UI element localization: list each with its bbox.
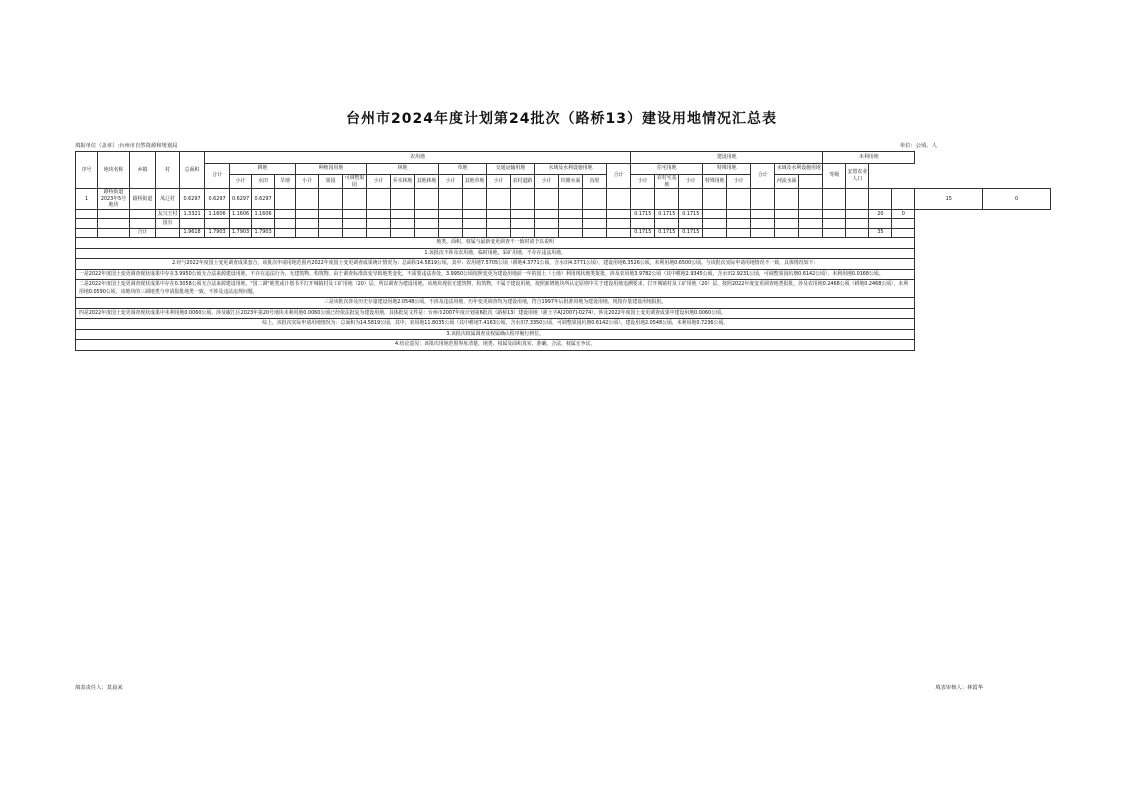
table-cell: 15 <box>915 189 983 210</box>
hdr-adj-orchard: 可调整果园 <box>343 175 367 189</box>
table-cell <box>319 228 343 237</box>
table-cell <box>535 209 559 218</box>
table-cell <box>751 209 775 218</box>
note-row-9 <box>76 340 1051 351</box>
table-cell <box>296 209 319 218</box>
table-cell: 0.1715 <box>655 228 679 237</box>
table-cell <box>76 209 98 218</box>
note-row-8 <box>76 329 1051 340</box>
hdr-other-forest: 其他林地 <box>415 175 439 189</box>
table-cell <box>296 189 319 210</box>
unit-label: 单位：公顷、人 <box>899 143 937 149</box>
table-cell <box>703 219 727 228</box>
table-cell: 1 <box>76 189 98 210</box>
table-cell <box>799 189 823 210</box>
table-cell <box>98 228 130 237</box>
note-9: 4.结论意见：该批次用地范围界址清楚、地类、权属及面积真实、准确、合法，权属无争议。 <box>76 340 915 351</box>
table-cell <box>205 219 230 228</box>
hdr-grade: 等级 <box>823 163 846 189</box>
hdr-forest: 林地 <box>367 163 439 175</box>
table-cell: 合计 <box>130 228 156 237</box>
hdr-ditch: 沟渠 <box>583 175 607 189</box>
note-2: 2.经与2022年度国土变更调查成果套合，该批次申请用地范围内2022年度国土变更调查成果统计情况为：总面积14.5819公顷，其中：农用地7.5705公顷（耕地4.3771公顷，含水田4.3771公顷），建设用地6.3526公顷，未利用地0.6500公顷。与该批次实际申请用地情况不一致，具体情况如下： <box>76 259 915 270</box>
table-body <box>76 189 1051 238</box>
table-cell: 20 <box>869 209 892 218</box>
table-cell <box>892 189 915 210</box>
table-cell: 0 <box>983 189 1051 210</box>
table-cell <box>252 219 275 228</box>
table-cell <box>343 219 367 228</box>
table-cell <box>296 228 319 237</box>
preparer: 填表责任人：莫晨来 <box>75 685 123 691</box>
table-cell <box>607 209 631 218</box>
header-row-1 <box>76 152 1051 164</box>
table-cell <box>391 219 415 228</box>
table-cell <box>156 228 180 237</box>
table-cell: 0.1715 <box>679 209 703 218</box>
table-cell: 凤辽村 <box>156 189 180 210</box>
table-cell: 0.6297 <box>205 189 230 210</box>
hdr-paddy: 水田 <box>252 175 275 189</box>
hdr-total: 总面积 <box>180 152 205 189</box>
table-cell <box>823 209 846 218</box>
table-cell <box>607 228 631 237</box>
table-cell <box>343 228 367 237</box>
table-cell <box>343 209 367 218</box>
hdr-unused: 未利用地 <box>823 152 915 164</box>
table-cell <box>679 189 703 210</box>
table-cell: 1.1606 <box>252 209 275 218</box>
table-cell <box>463 219 487 228</box>
table-row <box>76 209 1051 218</box>
table-cell <box>727 209 751 218</box>
table-row <box>76 219 1051 228</box>
table-cell <box>130 209 156 218</box>
table-cell <box>846 209 869 218</box>
table-cell <box>130 219 156 228</box>
table-cell <box>76 228 98 237</box>
table-cell <box>463 228 487 237</box>
table-cell <box>607 189 631 210</box>
table-cell <box>367 209 391 218</box>
table-cell <box>463 209 487 218</box>
table-cell: 友兴王村 <box>156 209 180 218</box>
table-cell <box>655 219 679 228</box>
table-cell <box>799 209 823 218</box>
table-row <box>76 189 1051 210</box>
hdr-other-grass: 其他草地 <box>463 175 487 189</box>
hdr-u-sub: 小计 <box>727 175 751 189</box>
table-cell <box>367 189 391 210</box>
table-cell <box>799 219 823 228</box>
hdr-g-sub: 小计 <box>439 175 463 189</box>
table-cell <box>367 228 391 237</box>
table-cell: 0.1715 <box>655 209 679 218</box>
table-cell <box>180 219 205 228</box>
table-cell: 0.1715 <box>679 228 703 237</box>
table-cell <box>511 189 535 210</box>
table-cell <box>391 189 415 210</box>
table-cell <box>98 209 130 218</box>
table-cell <box>583 189 607 210</box>
table-cell <box>535 189 559 210</box>
table-cell <box>319 189 343 210</box>
table-cell <box>230 219 252 228</box>
table-cell <box>415 209 439 218</box>
note-6: 四是2022年度国土变更调查现状成果中未利用地0.0060公顷，涉及椒江区2023年第20号地块未利用地0.0060公顷已经依法批复为建设用地，具体批复文件是：台州市2007年度计划第6批次（路桥13）建设用地（浙土字A[2007]-0274），涉及2022年度国土变更调查成果中建设用地0.0060公顷。 <box>76 308 915 319</box>
table-cell <box>607 219 631 228</box>
hdr-t-sub: 小计 <box>487 175 511 189</box>
table-cell <box>823 219 846 228</box>
table-cell: 0 <box>892 209 915 218</box>
table-cell <box>775 219 799 228</box>
table-cell <box>583 219 607 228</box>
hdr-cultivated: 耕地 <box>230 163 296 175</box>
table-cell <box>655 189 679 210</box>
table-cell: 1.7903 <box>230 228 252 237</box>
hdr-plantation: 种植园用地 <box>296 163 367 175</box>
table-cell: 1.9618 <box>180 228 205 237</box>
table-cell <box>535 219 559 228</box>
table-cell <box>415 219 439 228</box>
table-cell <box>439 189 463 210</box>
table-cell <box>775 209 799 218</box>
table-cell <box>727 228 751 237</box>
hdr-cons-sum: 合计 <box>607 163 631 189</box>
table-cell: 0.6297 <box>252 189 275 210</box>
table-cell: 35 <box>869 228 892 237</box>
table-cell <box>367 219 391 228</box>
table-cell <box>98 219 130 228</box>
table-cell <box>892 228 915 237</box>
table-cell <box>869 189 892 210</box>
note-row-5 <box>76 298 1051 309</box>
table-cell <box>487 209 511 218</box>
hdr-transport: 交通运输用地 <box>487 163 535 175</box>
note-row-6 <box>76 308 1051 319</box>
table-cell <box>319 219 343 228</box>
table-cell <box>679 219 703 228</box>
table-cell: 路桥街道2023年5号地块 <box>98 189 130 210</box>
hdr-dry: 旱地 <box>275 175 296 189</box>
hdr-residential: 住宅用地 <box>631 163 703 175</box>
note-row-0 <box>76 238 1051 249</box>
reviewer: 填表审核人：林霞华 <box>935 685 983 691</box>
table-cell <box>511 228 535 237</box>
note-7: 综上，该批次实际申请用地情况为：总面积为14.5819公顷，其中，农用地11.8035公顷（其中耕地7.4163公顷，含水田7.3350公顷，可调整果园坑塘0.6142公顷），建设用地2.0548公顷，未利用地0.7236公顷。 <box>76 319 915 330</box>
table-cell <box>487 228 511 237</box>
hdr-f-sub: 小计 <box>367 175 391 189</box>
note-8: 3.该批次权属调查及权属确认程序履行到位。 <box>76 329 915 340</box>
table-cell <box>415 228 439 237</box>
table-cell <box>751 228 775 237</box>
note-1: 1.该批次不涉及农用地，临时用地，采矿用地，不存在违法用地。 <box>76 248 915 259</box>
table-cell <box>415 189 439 210</box>
table-cell: 0.6297 <box>180 189 205 210</box>
hdr-village: 村 <box>156 152 180 189</box>
hdr-unused-sum: 合计 <box>751 163 775 189</box>
fill-unit: 填报单位（盖章）:台州市自然资源和规划局 <box>75 143 178 149</box>
table-cell: 0.1715 <box>631 228 655 237</box>
table-row <box>76 228 1051 237</box>
table-cell <box>631 219 655 228</box>
table-cell <box>511 209 535 218</box>
table-cell <box>275 228 296 237</box>
hdr-construction: 建设用地 <box>631 152 823 164</box>
hdr-grass: 草地 <box>439 163 487 175</box>
table-cell <box>463 189 487 210</box>
table-cell <box>559 228 583 237</box>
table-cell: 0.6297 <box>230 189 252 210</box>
table-cell <box>559 209 583 218</box>
table-cell <box>275 219 296 228</box>
note-row-2 <box>76 259 1051 270</box>
summary-table <box>75 151 1051 351</box>
hdr-unused-water: 水域及水利设施用地 <box>775 163 823 175</box>
table-cell <box>703 189 727 210</box>
table-cell: 国有 <box>156 219 180 228</box>
table-cell: 1.7903 <box>252 228 275 237</box>
table-cell <box>439 209 463 218</box>
hdr-rural-road: 农村道路 <box>511 175 535 189</box>
table-cell <box>343 189 367 210</box>
hdr-agri-sum: 合计 <box>205 163 230 189</box>
hdr-homestead: 农村宅基地 <box>655 175 679 189</box>
hdr-seq: 序号 <box>76 152 98 189</box>
table-cell <box>846 189 869 210</box>
table-cell <box>775 228 799 237</box>
table-cell: 1.1606 <box>230 209 252 218</box>
table-cell <box>751 219 775 228</box>
table-cell <box>583 228 607 237</box>
hdr-agri: 农用地 <box>205 152 631 164</box>
header-row-2 <box>76 163 1051 175</box>
table-cell <box>535 228 559 237</box>
table-cell <box>799 228 823 237</box>
table-cell <box>823 189 846 210</box>
table-cell <box>703 209 727 218</box>
table-cell: 1.7903 <box>205 228 230 237</box>
table-cell <box>751 189 775 210</box>
table-cell <box>76 219 98 228</box>
table-cell <box>487 219 511 228</box>
hdr-p-sub: 小计 <box>296 175 319 189</box>
hdr-orchard: 果园 <box>319 175 343 189</box>
table-cell: 1.3321 <box>180 209 205 218</box>
table-cell <box>439 228 463 237</box>
note-row-7 <box>76 319 1051 330</box>
table-cell <box>319 209 343 218</box>
note-0: 地类、面积、权属与最新变更调查不一致时请予以说明 <box>76 238 915 249</box>
table-cell <box>846 219 869 228</box>
table-cell: 1.1606 <box>205 209 230 218</box>
table-cell <box>892 219 915 228</box>
hdr-resettle-pop: 安置农业人口 <box>846 163 869 189</box>
note-row-3 <box>76 269 1051 280</box>
table-cell <box>703 228 727 237</box>
table-cell: 路桥街道 <box>130 189 156 210</box>
hdr-s-sub: 小计 <box>679 175 703 189</box>
table-cell <box>727 189 751 210</box>
table-cell <box>275 189 296 210</box>
table-cell <box>846 228 869 237</box>
note-row-4 <box>76 280 1051 298</box>
table-cell <box>487 189 511 210</box>
table-cell <box>631 189 655 210</box>
hdr-plot: 地块名称 <box>98 152 130 189</box>
hdr-special: 特殊用地 <box>703 163 751 175</box>
table-cell <box>275 209 296 218</box>
note-4: 二是2022年度国土变更调查现状成果中存在0.3058公顷无合法来源建设用地，"国二调"地类或计划书平打开城镇村及工矿用地（20）层，所以调查为建设用地，该地块现状无建筑物、构筑物，不属于建设用地，按照新增地块所认定原则中关于建设用地追溯要求，打开城镇村及工矿用地（20）层，按照2022年度变更调查地类报批，涉及农用地0.2468公顷（耕地0.2468公顷），未利用地0.0590公顷，该地块的三调地类与申请报批地类一致，不涉及违法违规问题。 <box>76 280 915 298</box>
table-cell <box>511 219 535 228</box>
hdr-water: 水域及水利设施用地 <box>535 163 607 175</box>
table-cell <box>391 228 415 237</box>
hdr-town: 乡镇 <box>130 152 156 189</box>
table-cell <box>296 219 319 228</box>
table-cell <box>391 209 415 218</box>
note-5: 三是该批次涉及历史存量建设用地2.0548公顷，不涉及违法用地，历年变更调查均为建设用地，符合1997年后批准用地为建设用地，现按存量建设用地报批。 <box>76 298 915 309</box>
hdr-pit: 坑塘水面 <box>559 175 583 189</box>
table-cell <box>823 228 846 237</box>
hdr-w-sub: 小计 <box>535 175 559 189</box>
note-3: 一是2022年度国土变更调查现状成果中存在3.9950公顷无合法来源建设用地，不存在违法行为，无建筑物、构筑物。由于调查标准改变导致地类变化，不需要违法查处。3.9950公顷按照变更为建设用地前一年的国土（土地）利用现状地类报批，涉及农用地3.9782公顷（其中耕地2.9345公顷，含水田2.9231公顷，可调整果园坑塘0.6142公顷），未利用地0.0168公顷。 <box>76 269 915 280</box>
table-cell <box>439 219 463 228</box>
hdr-special-use: 特殊用地 <box>703 175 727 189</box>
hdr-c-sub: 小计 <box>230 175 252 189</box>
table-cell <box>727 219 751 228</box>
table-cell <box>559 189 583 210</box>
table-cell: 0.1715 <box>631 209 655 218</box>
hdr-river: 河流水面 <box>775 175 799 189</box>
page-title: 台州市2024年度计划第24批次（路桥13）建设用地情况汇总表 <box>346 111 777 127</box>
hdr-arbor: 乔木林地 <box>391 175 415 189</box>
table-cell <box>583 209 607 218</box>
note-row-1 <box>76 248 1051 259</box>
table-cell <box>869 219 892 228</box>
hdr-r-sub: 小计 <box>631 175 655 189</box>
table-cell <box>775 189 799 210</box>
table-cell <box>559 219 583 228</box>
